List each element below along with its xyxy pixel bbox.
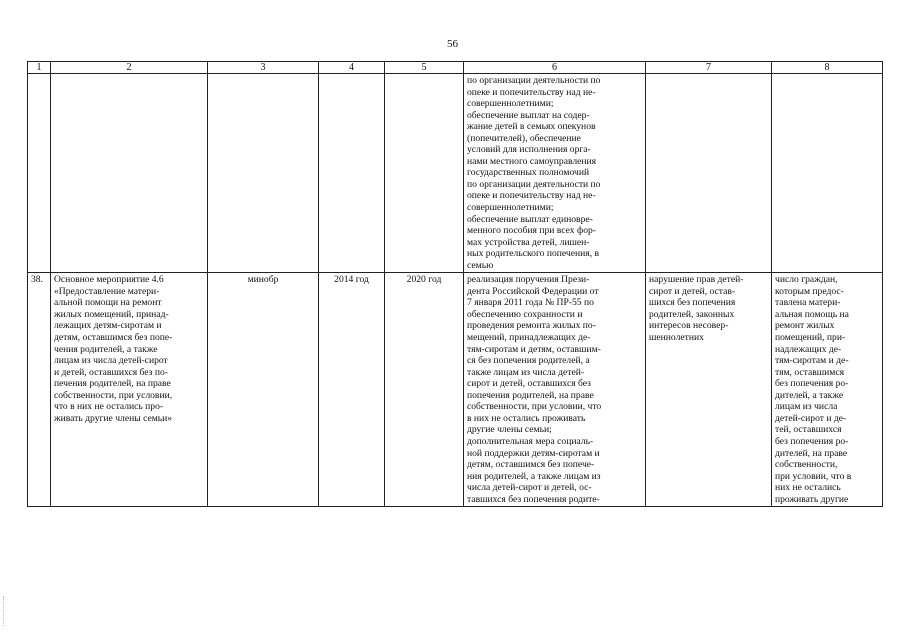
column-header: 8 [772, 62, 883, 74]
text-line: тавшихся без попечения родите- [467, 493, 600, 505]
text-line: живать другие члены семьи» [54, 412, 173, 424]
text-line: альная помощь на [775, 308, 849, 320]
text-line: тям-сиротам и де- [775, 355, 849, 367]
text-line: по организации деятельности по [467, 75, 601, 86]
text-line: попечения родителей, на праве [467, 389, 594, 401]
text-line: другие члены семьи; [467, 424, 552, 436]
cell [772, 74, 883, 273]
text-line: альной помощи на ремонт [54, 297, 162, 309]
cell [208, 74, 319, 273]
text-line: шихся без попечения [649, 297, 736, 309]
text-line: лежащих детям-сиротам и [54, 320, 162, 332]
column-header: 6 [464, 62, 646, 74]
text-line: сирот и детей, остав- [649, 285, 736, 297]
text-line: опеке и попечительству над не- [467, 190, 596, 202]
text-line: 7 января 2011 года № ПР-55 по [467, 297, 594, 309]
text-line: ся без попечения родителей, а [467, 355, 590, 367]
end-year-cell: 2020 год [385, 273, 464, 507]
text-line: помещений, при- [775, 332, 846, 344]
text-line: число граждан, [775, 274, 838, 286]
expected-results-cell [464, 74, 646, 273]
text-line: дителей, а также [775, 389, 844, 401]
text-line: шеннолетних [649, 332, 704, 344]
text-line: дителей, на праве [775, 447, 848, 459]
executor-cell: минобр [208, 273, 319, 507]
table-row-38 [28, 273, 883, 507]
text-line: детям, оставшимся без попе- [54, 332, 173, 344]
text-line: чения родителей, а также [54, 343, 158, 355]
text-line: жилых помещений, принад- [54, 308, 169, 320]
expected-results-cell [464, 273, 646, 507]
text-line: лицам из числа детей-сирот [54, 355, 168, 367]
text-line: государственных полномочий [467, 167, 590, 179]
measures-table [27, 61, 883, 507]
text-line: мещений, принадлежащих де- [467, 332, 591, 344]
text-line: также лицам из числа детей- [467, 366, 585, 378]
text-line: числа детей-сирот и детей, ос- [467, 482, 592, 494]
measure-name-cell [51, 273, 208, 507]
text-line: нарушение прав детей- [649, 274, 744, 286]
text-line: проведения ремонта жилых по- [467, 320, 596, 332]
text-line: совершеннолетними; [467, 98, 554, 110]
text-line: детей-сирот и де- [775, 412, 847, 424]
text-line: тей, оставшихся [775, 424, 842, 436]
column-header: 2 [51, 62, 208, 74]
text-line: менного пособия при всех фор- [467, 225, 596, 237]
text-line: тям-сиротам и детям, оставшим- [467, 343, 601, 355]
text-line: опеке и попечительству над не- [467, 86, 596, 98]
text-line: них не остались [775, 482, 841, 494]
text-line: собственности, при условии, [54, 389, 173, 401]
column-header: 7 [646, 62, 772, 74]
continuation-row [28, 74, 883, 273]
text-line: «Предоставление матери- [54, 285, 160, 297]
text-line: дополнительная мера социаль- [467, 435, 594, 447]
row-number: 38. [28, 273, 51, 507]
text-line: дента Российской Федерации от [467, 285, 599, 297]
cell [646, 74, 772, 273]
text-line: ремонт жилых [775, 320, 835, 332]
text-line: обеспечение выплат на содер- [467, 109, 590, 121]
text-line: детям, оставшимся без попече- [467, 459, 595, 471]
text-line: ных родительского попечения, в [467, 248, 600, 260]
scan-edge-marks [3, 596, 6, 626]
text-line: ной поддержки детям-сиротам и [467, 447, 600, 459]
text-line: проживать другие [775, 493, 849, 505]
header-row [28, 62, 883, 74]
text-line: совершеннолетними; [467, 202, 554, 214]
text-line: что в них не остались про- [54, 401, 164, 413]
text-line: (попечителей), обеспечение [467, 132, 581, 144]
column-header: 3 [208, 62, 319, 74]
text-line: которым предос- [775, 285, 844, 297]
text-line: жание детей в семьях опекунов [467, 121, 596, 133]
text-line: по организации деятельности по [467, 178, 601, 190]
indicator-cell [772, 273, 883, 507]
cell [319, 74, 385, 273]
text-line: Основное мероприятие 4.6 [54, 274, 164, 286]
text-line: тавлена матери- [775, 297, 841, 309]
text-line: без попечения ро- [775, 435, 849, 447]
text-line: и детей, оставшихся без по- [54, 366, 169, 378]
text-line: тям, оставшимся [775, 366, 845, 378]
text-line: родителей, законных [649, 308, 735, 320]
text-line: нами местного самоуправления [467, 155, 597, 167]
consequences-cell [646, 273, 772, 507]
text-line: ния родителей, а также лицам из [467, 470, 601, 482]
text-line: собственности, при условии, что [467, 401, 602, 413]
cell [51, 74, 208, 273]
text-line: без попечения ро- [775, 378, 849, 390]
text-line: обеспечению сохранности и [467, 308, 583, 320]
column-header: 4 [319, 62, 385, 74]
column-header: 5 [385, 62, 464, 74]
text-line: реализация поручения Прези- [467, 274, 590, 286]
text-line: семью [467, 259, 494, 271]
text-line: печения родителей, на праве [54, 378, 171, 390]
text-line: сирот и детей, оставшихся без [467, 378, 591, 390]
text-line: надлежащих де- [775, 343, 842, 355]
cell [28, 74, 51, 273]
column-header: 1 [28, 62, 51, 74]
page-number: 56 [447, 38, 458, 50]
text-line: лицам из числа [775, 401, 838, 413]
text-line: интересов несовер- [649, 320, 729, 332]
text-line: обеспечение выплат единовре- [467, 213, 593, 225]
cell [385, 74, 464, 273]
text-line: мах устройства детей, лишен- [467, 236, 590, 248]
text-line: при условии, что в [775, 470, 852, 482]
start-year-cell: 2014 год [319, 273, 385, 507]
text-line: в них не остались проживать [467, 412, 586, 424]
text-line: условий для исполнения орга- [467, 144, 591, 156]
text-line: собственности, [775, 459, 838, 471]
